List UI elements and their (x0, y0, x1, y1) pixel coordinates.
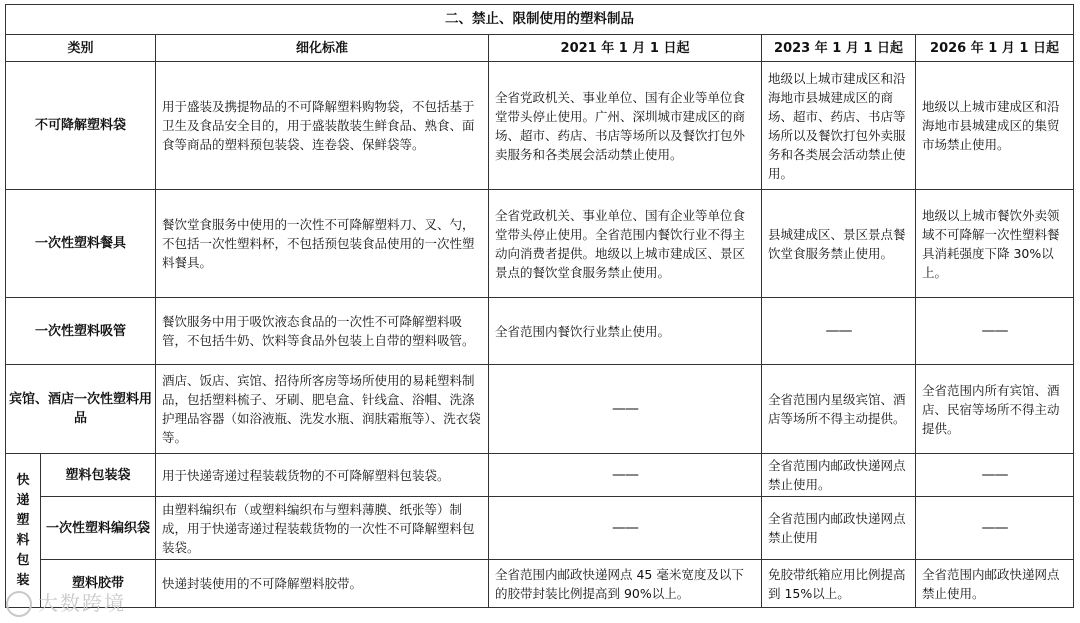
watermark (6, 587, 126, 618)
header-category: 类别 (6, 35, 156, 62)
row-standard: 餐饮堂食服务中使用的一次性不可降解塑料刀、叉、勺，不包括一次性塑料杯，不包括预包装食品使用的一次性塑料餐具。 (156, 190, 489, 298)
row-2021: 全省范围内餐饮行业禁止使用。 (489, 298, 762, 365)
row-2026: 全省范围内邮政快递网点禁止使用。 (916, 560, 1074, 608)
header-2026: 2026 年 1 月 1 日起 (916, 35, 1074, 62)
table-row (6, 190, 1074, 298)
plastic-restriction-table (5, 4, 1074, 608)
row-category: 不可降解塑料袋 (6, 62, 156, 190)
express-group-label (6, 454, 41, 608)
row-category: 一次性塑料编织袋 (41, 497, 156, 560)
express-group-text: 快 递 塑 料 包 装 (16, 472, 30, 588)
row-2023: —— (762, 298, 916, 365)
row-2023: 地级以上城市建成区和沿海地市县城建成区的商场、超市、药店、书店等场所以及餐饮打包外卖服务和各类展会活动禁止使用。 (762, 62, 916, 190)
row-standard: 用于盛装及携提物品的不可降解塑料购物袋，不包括基于卫生及食品安全目的，用于盛装散装生鲜食品、熟食、面食等商品的塑料预包装袋、连卷袋、保鲜袋等。 (156, 62, 489, 190)
table-row (6, 365, 1074, 454)
row-2023: 县城建成区、景区景点餐饮堂食服务禁止使用。 (762, 190, 916, 298)
row-category: 塑料包装袋 (41, 454, 156, 497)
row-category: 宾馆、酒店一次性塑料用品 (6, 365, 156, 454)
table-row (6, 62, 1074, 190)
row-2023: 全省范围内邮政快递网点禁止使用 (762, 497, 916, 560)
row-2023: 免胶带纸箱应用比例提高到 15%以上。 (762, 560, 916, 608)
row-standard: 用于快递寄递过程装载货物的不可降解塑料包装袋。 (156, 454, 489, 497)
header-2023: 2023 年 1 月 1 日起 (762, 35, 916, 62)
row-category: 塑料胶带 (41, 560, 156, 608)
header-standard: 细化标准 (156, 35, 489, 62)
row-2021: —— (489, 365, 762, 454)
row-standard: 由塑料编织布（或塑料编织布与塑料薄膜、纸张等）制成，用于快递寄递过程装载货物的一次性不可降解塑料包装袋。 (156, 497, 489, 560)
table-row (6, 454, 1074, 497)
row-2026: —— (916, 454, 1074, 497)
row-standard: 餐饮服务中用于吸饮液态食品的一次性不可降解塑料吸管，不包括牛奶、饮料等食品外包装上自带的塑料吸管。 (156, 298, 489, 365)
row-2021: 全省范围内邮政快递网点 45 毫米宽度及以下的胶带封装比例提高到 90%以上。 (489, 560, 762, 608)
watermark-text: 大数跨境 (38, 590, 126, 615)
row-2026: 全省范围内所有宾馆、酒店、民宿等场所不得主动提供。 (916, 365, 1074, 454)
table-title: 二、禁止、限制使用的塑料制品 (6, 5, 1074, 35)
row-2026: 地级以上城市餐饮外卖领域不可降解一次性塑料餐具消耗强度下降 30%以上。 (916, 190, 1074, 298)
table-row (6, 497, 1074, 560)
row-2021: —— (489, 454, 762, 497)
row-standard: 快递封装使用的不可降解塑料胶带。 (156, 560, 489, 608)
watermark-logo-icon (6, 591, 32, 617)
row-2023: 全省范围内星级宾馆、酒店等场所不得主动提供。 (762, 365, 916, 454)
row-2023: 全省范围内邮政快递网点禁止使用。 (762, 454, 916, 497)
row-2026: —— (916, 298, 1074, 365)
row-category: 一次性塑料吸管 (6, 298, 156, 365)
row-2021: 全省党政机关、事业单位、国有企业等单位食堂带头停止使用。全省范围内餐饮行业不得主动向消费者提供。地级以上城市建成区、景区景点的餐饮堂食服务禁止使用。 (489, 190, 762, 298)
row-2026: 地级以上城市建成区和沿海地市县城建成区的集贸市场禁止使用。 (916, 62, 1074, 190)
header-2021: 2021 年 1 月 1 日起 (489, 35, 762, 62)
row-category: 一次性塑料餐具 (6, 190, 156, 298)
table-row (6, 298, 1074, 365)
row-2026: —— (916, 497, 1074, 560)
table-row (6, 560, 1074, 608)
row-2021: —— (489, 497, 762, 560)
row-standard: 酒店、饭店、宾馆、招待所客房等场所使用的易耗塑料制品，包括塑料梳子、牙刷、肥皂盒、针线盒、浴帽、洗涤护理品容器（如浴液瓶、洗发水瓶、润肤霜瓶等）、洗衣袋等。 (156, 365, 489, 454)
row-2021: 全省党政机关、事业单位、国有企业等单位食堂带头停止使用。广州、深圳城市建成区的商场、超市、药店、书店等场所以及餐饮打包外卖服务和各类展会活动禁止使用。 (489, 62, 762, 190)
